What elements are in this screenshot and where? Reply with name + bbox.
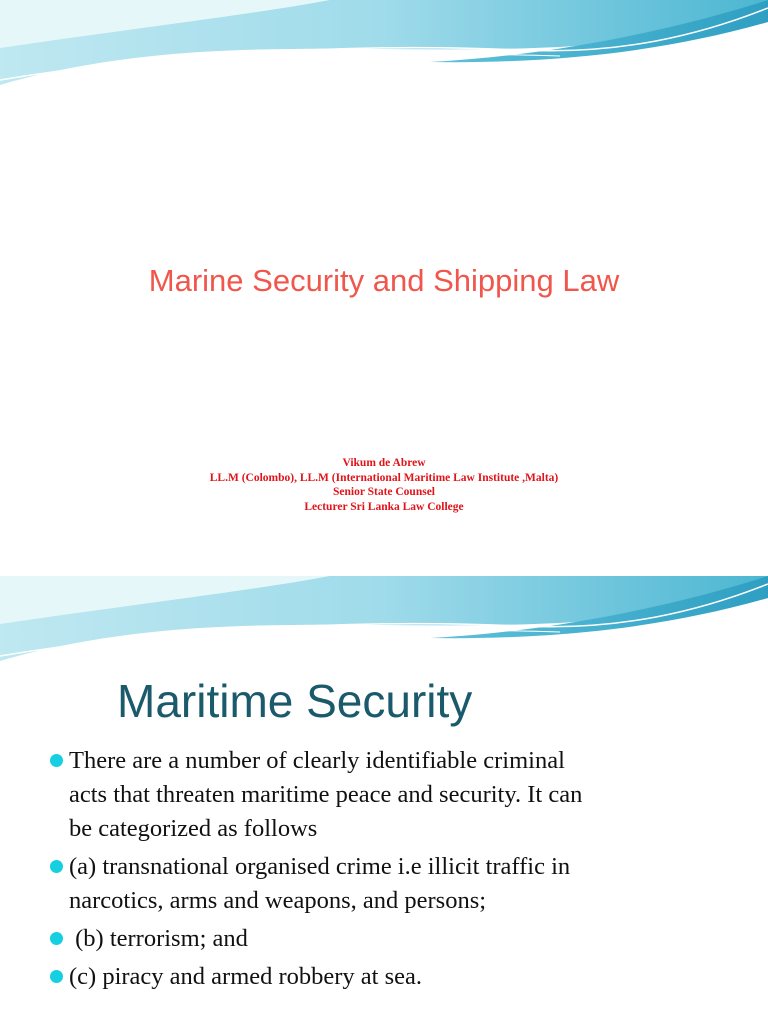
wave-header-decoration [0, 576, 768, 676]
bullet-dot-icon [50, 860, 63, 873]
bullet-line: acts that threaten maritime peace and security. It can [69, 781, 583, 808]
bullet-line: narcotics, arms and weapons, and persons; [69, 887, 487, 914]
bullet-item [0, 960, 768, 994]
content-slide [0, 576, 768, 1024]
slide-title: Maritime Security [117, 675, 473, 727]
bullet-line: There are a number of clearly identifiable criminal [69, 747, 565, 774]
bullet-line: (c) piracy and armed robbery at sea. [69, 963, 423, 990]
author-affiliation: Lecturer Sri Lanka Law College [304, 500, 464, 513]
author-credits [0, 456, 768, 514]
bullet-dot-icon [50, 754, 63, 767]
presentation-title: Marine Security and Shipping Law [148, 263, 620, 298]
author-position: Senior State Counsel [332, 486, 436, 498]
wave-header-decoration [0, 0, 768, 100]
bullet-dot-icon [50, 970, 63, 983]
bullet-item [0, 922, 768, 956]
bullet-item [0, 850, 768, 918]
bullet-dot-icon [50, 932, 63, 945]
author-name: Vikum de Abrew [342, 457, 426, 469]
bullet-list [0, 744, 768, 998]
author-qualifications: LL.M (Colombo), LL.M (International Maritime Law Institute ,Malta) [209, 471, 559, 484]
bullet-line: (a) transnational organised crime i.e illicit traffic in [69, 853, 571, 880]
bullet-item [0, 744, 768, 846]
bullet-line: be categorized as follows [69, 815, 318, 842]
bullet-line: (b) terrorism; and [69, 925, 248, 952]
